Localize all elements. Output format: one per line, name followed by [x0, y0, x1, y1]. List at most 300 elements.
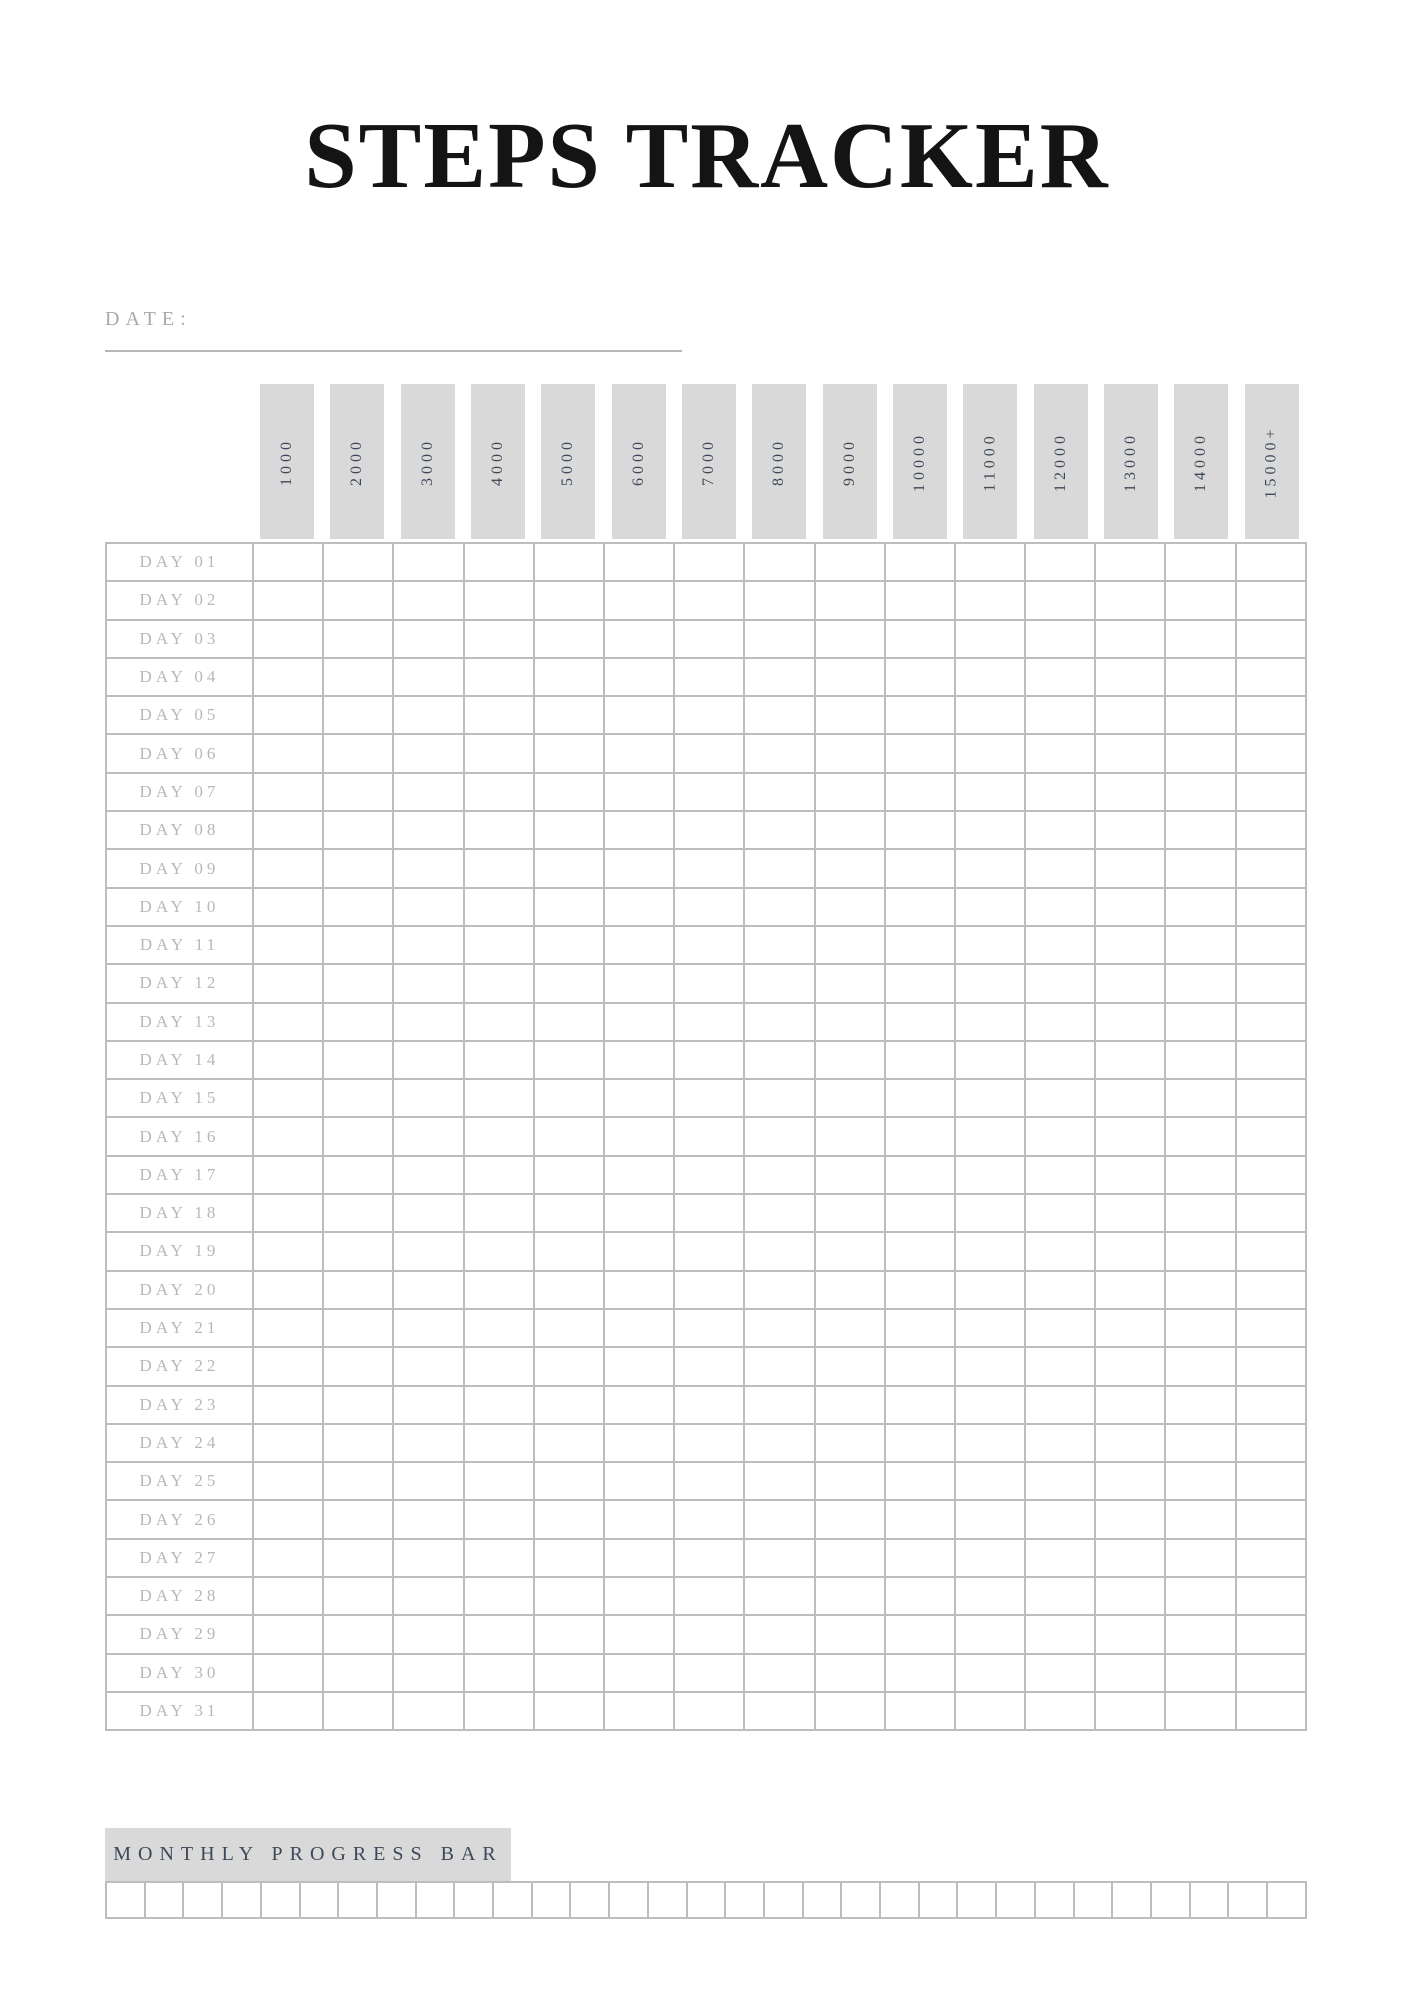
- step-cell[interactable]: [674, 1271, 744, 1309]
- step-cell[interactable]: [815, 1194, 885, 1232]
- step-cell[interactable]: [885, 658, 955, 696]
- progress-cell[interactable]: [1267, 1882, 1306, 1918]
- step-cell[interactable]: [955, 543, 1025, 581]
- step-cell[interactable]: [1165, 1003, 1235, 1041]
- progress-cell[interactable]: [1190, 1882, 1229, 1918]
- step-cell[interactable]: [1025, 1041, 1095, 1079]
- step-cell[interactable]: [1165, 696, 1235, 734]
- step-cell[interactable]: [1165, 1041, 1235, 1079]
- step-cell[interactable]: [253, 658, 323, 696]
- step-cell[interactable]: [1165, 964, 1235, 1002]
- step-cell[interactable]: [885, 1232, 955, 1270]
- step-cell[interactable]: [604, 1079, 674, 1117]
- step-cell[interactable]: [815, 1117, 885, 1155]
- step-cell[interactable]: [885, 926, 955, 964]
- step-cell[interactable]: [815, 1079, 885, 1117]
- step-cell[interactable]: [1095, 658, 1165, 696]
- step-cell[interactable]: [323, 773, 393, 811]
- step-cell[interactable]: [604, 1539, 674, 1577]
- step-cell[interactable]: [885, 1615, 955, 1653]
- step-cell[interactable]: [815, 1462, 885, 1500]
- step-cell[interactable]: [393, 1692, 463, 1730]
- step-cell[interactable]: [955, 620, 1025, 658]
- step-cell[interactable]: [534, 1692, 604, 1730]
- step-cell[interactable]: [393, 1462, 463, 1500]
- step-cell[interactable]: [604, 811, 674, 849]
- progress-cell[interactable]: [106, 1882, 145, 1918]
- step-cell[interactable]: [253, 926, 323, 964]
- step-cell[interactable]: [534, 581, 604, 619]
- step-cell[interactable]: [674, 658, 744, 696]
- step-cell[interactable]: [534, 1347, 604, 1385]
- step-cell[interactable]: [534, 1654, 604, 1692]
- step-cell[interactable]: [1095, 1194, 1165, 1232]
- step-cell[interactable]: [253, 1079, 323, 1117]
- step-cell[interactable]: [744, 1615, 814, 1653]
- step-cell[interactable]: [253, 696, 323, 734]
- step-cell[interactable]: [1236, 1424, 1306, 1462]
- step-cell[interactable]: [534, 696, 604, 734]
- progress-cell[interactable]: [532, 1882, 571, 1918]
- step-cell[interactable]: [815, 1500, 885, 1538]
- step-cell[interactable]: [393, 849, 463, 887]
- step-cell[interactable]: [815, 1577, 885, 1615]
- step-cell[interactable]: [1236, 1079, 1306, 1117]
- step-cell[interactable]: [253, 1692, 323, 1730]
- step-cell[interactable]: [1165, 734, 1235, 772]
- step-cell[interactable]: [1165, 1194, 1235, 1232]
- step-cell[interactable]: [674, 581, 744, 619]
- step-cell[interactable]: [955, 1539, 1025, 1577]
- step-cell[interactable]: [1165, 1271, 1235, 1309]
- step-cell[interactable]: [1095, 1079, 1165, 1117]
- step-cell[interactable]: [1095, 773, 1165, 811]
- step-cell[interactable]: [1025, 1309, 1095, 1347]
- step-cell[interactable]: [1165, 543, 1235, 581]
- step-cell[interactable]: [955, 811, 1025, 849]
- step-cell[interactable]: [323, 581, 393, 619]
- step-cell[interactable]: [393, 658, 463, 696]
- step-cell[interactable]: [534, 658, 604, 696]
- step-cell[interactable]: [955, 1692, 1025, 1730]
- step-cell[interactable]: [1025, 1577, 1095, 1615]
- step-cell[interactable]: [744, 1462, 814, 1500]
- step-cell[interactable]: [1095, 1577, 1165, 1615]
- step-cell[interactable]: [1025, 888, 1095, 926]
- step-cell[interactable]: [393, 888, 463, 926]
- step-cell[interactable]: [744, 1194, 814, 1232]
- step-cell[interactable]: [1095, 734, 1165, 772]
- step-cell[interactable]: [815, 1041, 885, 1079]
- step-cell[interactable]: [744, 849, 814, 887]
- step-cell[interactable]: [955, 1156, 1025, 1194]
- step-cell[interactable]: [604, 1577, 674, 1615]
- step-cell[interactable]: [674, 1424, 744, 1462]
- step-cell[interactable]: [955, 1194, 1025, 1232]
- progress-cell[interactable]: [1228, 1882, 1267, 1918]
- step-cell[interactable]: [1165, 1462, 1235, 1500]
- step-cell[interactable]: [604, 1194, 674, 1232]
- step-cell[interactable]: [1095, 1386, 1165, 1424]
- step-cell[interactable]: [885, 1500, 955, 1538]
- progress-cell[interactable]: [1035, 1882, 1074, 1918]
- step-cell[interactable]: [323, 1271, 393, 1309]
- step-cell[interactable]: [1236, 734, 1306, 772]
- step-cell[interactable]: [815, 581, 885, 619]
- step-cell[interactable]: [955, 1232, 1025, 1270]
- step-cell[interactable]: [323, 849, 393, 887]
- step-cell[interactable]: [744, 581, 814, 619]
- step-cell[interactable]: [1165, 1654, 1235, 1692]
- step-cell[interactable]: [604, 1003, 674, 1041]
- step-cell[interactable]: [885, 1271, 955, 1309]
- progress-cell[interactable]: [570, 1882, 609, 1918]
- step-cell[interactable]: [464, 1500, 534, 1538]
- step-cell[interactable]: [955, 773, 1025, 811]
- step-cell[interactable]: [323, 1692, 393, 1730]
- step-cell[interactable]: [323, 964, 393, 1002]
- step-cell[interactable]: [534, 1194, 604, 1232]
- step-cell[interactable]: [1236, 1117, 1306, 1155]
- step-cell[interactable]: [674, 1347, 744, 1385]
- step-cell[interactable]: [885, 1386, 955, 1424]
- step-cell[interactable]: [604, 888, 674, 926]
- step-cell[interactable]: [744, 543, 814, 581]
- step-cell[interactable]: [534, 1232, 604, 1270]
- step-cell[interactable]: [534, 1271, 604, 1309]
- step-cell[interactable]: [323, 620, 393, 658]
- step-cell[interactable]: [323, 1117, 393, 1155]
- step-cell[interactable]: [604, 1117, 674, 1155]
- step-cell[interactable]: [1165, 581, 1235, 619]
- step-cell[interactable]: [1095, 696, 1165, 734]
- step-cell[interactable]: [604, 1692, 674, 1730]
- step-cell[interactable]: [464, 888, 534, 926]
- step-cell[interactable]: [464, 581, 534, 619]
- step-cell[interactable]: [253, 1424, 323, 1462]
- step-cell[interactable]: [604, 1386, 674, 1424]
- step-cell[interactable]: [604, 1271, 674, 1309]
- step-cell[interactable]: [604, 658, 674, 696]
- progress-cell[interactable]: [1151, 1882, 1190, 1918]
- step-cell[interactable]: [885, 1424, 955, 1462]
- step-cell[interactable]: [464, 1347, 534, 1385]
- step-cell[interactable]: [464, 1386, 534, 1424]
- step-cell[interactable]: [1236, 1271, 1306, 1309]
- step-cell[interactable]: [1236, 581, 1306, 619]
- step-cell[interactable]: [1236, 1309, 1306, 1347]
- step-cell[interactable]: [1165, 1386, 1235, 1424]
- step-cell[interactable]: [323, 1194, 393, 1232]
- step-cell[interactable]: [1165, 620, 1235, 658]
- step-cell[interactable]: [1095, 620, 1165, 658]
- step-cell[interactable]: [674, 849, 744, 887]
- step-cell[interactable]: [323, 734, 393, 772]
- step-cell[interactable]: [1236, 926, 1306, 964]
- step-cell[interactable]: [955, 696, 1025, 734]
- step-cell[interactable]: [253, 734, 323, 772]
- step-cell[interactable]: [885, 581, 955, 619]
- step-cell[interactable]: [464, 696, 534, 734]
- step-cell[interactable]: [1095, 1271, 1165, 1309]
- step-cell[interactable]: [815, 811, 885, 849]
- step-cell[interactable]: [1236, 1692, 1306, 1730]
- step-cell[interactable]: [1025, 581, 1095, 619]
- step-cell[interactable]: [1165, 888, 1235, 926]
- step-cell[interactable]: [1165, 1615, 1235, 1653]
- step-cell[interactable]: [744, 1003, 814, 1041]
- step-cell[interactable]: [604, 773, 674, 811]
- step-cell[interactable]: [393, 1424, 463, 1462]
- step-cell[interactable]: [955, 1117, 1025, 1155]
- step-cell[interactable]: [323, 811, 393, 849]
- step-cell[interactable]: [815, 926, 885, 964]
- step-cell[interactable]: [253, 1539, 323, 1577]
- step-cell[interactable]: [253, 811, 323, 849]
- step-cell[interactable]: [1236, 1156, 1306, 1194]
- step-cell[interactable]: [604, 734, 674, 772]
- step-cell[interactable]: [1165, 1500, 1235, 1538]
- step-cell[interactable]: [393, 926, 463, 964]
- step-cell[interactable]: [534, 1079, 604, 1117]
- step-cell[interactable]: [534, 1156, 604, 1194]
- step-cell[interactable]: [323, 696, 393, 734]
- step-cell[interactable]: [253, 964, 323, 1002]
- step-cell[interactable]: [744, 1271, 814, 1309]
- step-cell[interactable]: [815, 1424, 885, 1462]
- step-cell[interactable]: [1236, 1654, 1306, 1692]
- step-cell[interactable]: [1095, 1539, 1165, 1577]
- step-cell[interactable]: [955, 1079, 1025, 1117]
- step-cell[interactable]: [464, 620, 534, 658]
- step-cell[interactable]: [885, 888, 955, 926]
- step-cell[interactable]: [674, 1500, 744, 1538]
- progress-cell[interactable]: [454, 1882, 493, 1918]
- step-cell[interactable]: [464, 811, 534, 849]
- step-cell[interactable]: [534, 1309, 604, 1347]
- step-cell[interactable]: [1025, 1347, 1095, 1385]
- step-cell[interactable]: [1236, 658, 1306, 696]
- progress-cell[interactable]: [1074, 1882, 1113, 1918]
- step-cell[interactable]: [955, 658, 1025, 696]
- step-cell[interactable]: [1165, 1117, 1235, 1155]
- step-cell[interactable]: [885, 1041, 955, 1079]
- step-cell[interactable]: [674, 1117, 744, 1155]
- step-cell[interactable]: [1165, 1539, 1235, 1577]
- step-cell[interactable]: [1025, 696, 1095, 734]
- step-cell[interactable]: [674, 1194, 744, 1232]
- step-cell[interactable]: [955, 1500, 1025, 1538]
- step-cell[interactable]: [744, 1232, 814, 1270]
- step-cell[interactable]: [253, 1309, 323, 1347]
- step-cell[interactable]: [1236, 964, 1306, 1002]
- step-cell[interactable]: [253, 543, 323, 581]
- step-cell[interactable]: [1025, 734, 1095, 772]
- step-cell[interactable]: [534, 1041, 604, 1079]
- progress-cell[interactable]: [725, 1882, 764, 1918]
- step-cell[interactable]: [323, 1079, 393, 1117]
- step-cell[interactable]: [323, 1500, 393, 1538]
- step-cell[interactable]: [1236, 543, 1306, 581]
- step-cell[interactable]: [464, 1232, 534, 1270]
- step-cell[interactable]: [955, 1347, 1025, 1385]
- step-cell[interactable]: [1025, 1654, 1095, 1692]
- step-cell[interactable]: [744, 926, 814, 964]
- step-cell[interactable]: [955, 1654, 1025, 1692]
- step-cell[interactable]: [323, 1615, 393, 1653]
- step-cell[interactable]: [1095, 1003, 1165, 1041]
- step-cell[interactable]: [815, 964, 885, 1002]
- step-cell[interactable]: [885, 696, 955, 734]
- step-cell[interactable]: [1236, 811, 1306, 849]
- step-cell[interactable]: [1095, 1462, 1165, 1500]
- step-cell[interactable]: [1095, 1347, 1165, 1385]
- step-cell[interactable]: [393, 1539, 463, 1577]
- step-cell[interactable]: [323, 1386, 393, 1424]
- step-cell[interactable]: [1095, 1156, 1165, 1194]
- step-cell[interactable]: [393, 696, 463, 734]
- step-cell[interactable]: [534, 1424, 604, 1462]
- step-cell[interactable]: [1025, 620, 1095, 658]
- step-cell[interactable]: [674, 1654, 744, 1692]
- progress-cell[interactable]: [687, 1882, 726, 1918]
- step-cell[interactable]: [253, 849, 323, 887]
- progress-cell[interactable]: [1112, 1882, 1151, 1918]
- step-cell[interactable]: [253, 1347, 323, 1385]
- step-cell[interactable]: [955, 1003, 1025, 1041]
- step-cell[interactable]: [815, 1003, 885, 1041]
- step-cell[interactable]: [674, 1539, 744, 1577]
- step-cell[interactable]: [253, 1615, 323, 1653]
- step-cell[interactable]: [464, 543, 534, 581]
- progress-cell[interactable]: [648, 1882, 687, 1918]
- step-cell[interactable]: [1165, 1156, 1235, 1194]
- step-cell[interactable]: [253, 1462, 323, 1500]
- step-cell[interactable]: [1236, 1194, 1306, 1232]
- step-cell[interactable]: [464, 1003, 534, 1041]
- step-cell[interactable]: [464, 773, 534, 811]
- step-cell[interactable]: [1095, 811, 1165, 849]
- step-cell[interactable]: [744, 1539, 814, 1577]
- step-cell[interactable]: [1236, 1003, 1306, 1041]
- step-cell[interactable]: [393, 581, 463, 619]
- step-cell[interactable]: [1095, 1615, 1165, 1653]
- step-cell[interactable]: [253, 1156, 323, 1194]
- step-cell[interactable]: [674, 1079, 744, 1117]
- step-cell[interactable]: [464, 1156, 534, 1194]
- step-cell[interactable]: [885, 1462, 955, 1500]
- progress-cell[interactable]: [764, 1882, 803, 1918]
- step-cell[interactable]: [744, 773, 814, 811]
- step-cell[interactable]: [534, 1386, 604, 1424]
- step-cell[interactable]: [1165, 1079, 1235, 1117]
- step-cell[interactable]: [955, 1424, 1025, 1462]
- step-cell[interactable]: [604, 1462, 674, 1500]
- step-cell[interactable]: [674, 1003, 744, 1041]
- step-cell[interactable]: [393, 1577, 463, 1615]
- step-cell[interactable]: [1165, 1424, 1235, 1462]
- step-cell[interactable]: [885, 1194, 955, 1232]
- step-cell[interactable]: [1025, 1500, 1095, 1538]
- step-cell[interactable]: [1025, 1539, 1095, 1577]
- step-cell[interactable]: [253, 1041, 323, 1079]
- step-cell[interactable]: [464, 926, 534, 964]
- progress-cell[interactable]: [261, 1882, 300, 1918]
- step-cell[interactable]: [955, 1041, 1025, 1079]
- step-cell[interactable]: [1025, 811, 1095, 849]
- step-cell[interactable]: [1025, 849, 1095, 887]
- step-cell[interactable]: [815, 1615, 885, 1653]
- step-cell[interactable]: [744, 888, 814, 926]
- step-cell[interactable]: [393, 620, 463, 658]
- step-cell[interactable]: [1095, 1117, 1165, 1155]
- step-cell[interactable]: [1095, 1041, 1165, 1079]
- step-cell[interactable]: [393, 1654, 463, 1692]
- step-cell[interactable]: [674, 1232, 744, 1270]
- step-cell[interactable]: [534, 1117, 604, 1155]
- step-cell[interactable]: [744, 964, 814, 1002]
- step-cell[interactable]: [674, 1041, 744, 1079]
- step-cell[interactable]: [1236, 620, 1306, 658]
- step-cell[interactable]: [253, 1577, 323, 1615]
- step-cell[interactable]: [604, 1654, 674, 1692]
- progress-cell[interactable]: [338, 1882, 377, 1918]
- step-cell[interactable]: [393, 773, 463, 811]
- step-cell[interactable]: [323, 888, 393, 926]
- step-cell[interactable]: [1165, 773, 1235, 811]
- step-cell[interactable]: [885, 1003, 955, 1041]
- step-cell[interactable]: [1025, 1424, 1095, 1462]
- step-cell[interactable]: [1165, 1347, 1235, 1385]
- step-cell[interactable]: [464, 1079, 534, 1117]
- step-cell[interactable]: [534, 1462, 604, 1500]
- step-cell[interactable]: [1236, 1232, 1306, 1270]
- progress-cell[interactable]: [183, 1882, 222, 1918]
- step-cell[interactable]: [955, 1577, 1025, 1615]
- step-cell[interactable]: [534, 964, 604, 1002]
- step-cell[interactable]: [464, 734, 534, 772]
- step-cell[interactable]: [393, 1232, 463, 1270]
- step-cell[interactable]: [464, 1117, 534, 1155]
- step-cell[interactable]: [1236, 773, 1306, 811]
- step-cell[interactable]: [885, 1347, 955, 1385]
- step-cell[interactable]: [464, 1041, 534, 1079]
- step-cell[interactable]: [323, 658, 393, 696]
- step-cell[interactable]: [744, 1500, 814, 1538]
- step-cell[interactable]: [604, 964, 674, 1002]
- step-cell[interactable]: [885, 543, 955, 581]
- step-cell[interactable]: [534, 849, 604, 887]
- step-cell[interactable]: [323, 1424, 393, 1462]
- step-cell[interactable]: [253, 1194, 323, 1232]
- progress-cell[interactable]: [377, 1882, 416, 1918]
- step-cell[interactable]: [1025, 1079, 1095, 1117]
- step-cell[interactable]: [604, 1232, 674, 1270]
- step-cell[interactable]: [744, 1386, 814, 1424]
- step-cell[interactable]: [1025, 1003, 1095, 1041]
- step-cell[interactable]: [1236, 696, 1306, 734]
- step-cell[interactable]: [674, 620, 744, 658]
- step-cell[interactable]: [604, 1424, 674, 1462]
- step-cell[interactable]: [1165, 926, 1235, 964]
- step-cell[interactable]: [323, 1462, 393, 1500]
- step-cell[interactable]: [534, 926, 604, 964]
- step-cell[interactable]: [253, 1271, 323, 1309]
- step-cell[interactable]: [1025, 658, 1095, 696]
- step-cell[interactable]: [464, 1654, 534, 1692]
- date-input-line[interactable]: [105, 310, 682, 352]
- step-cell[interactable]: [253, 1654, 323, 1692]
